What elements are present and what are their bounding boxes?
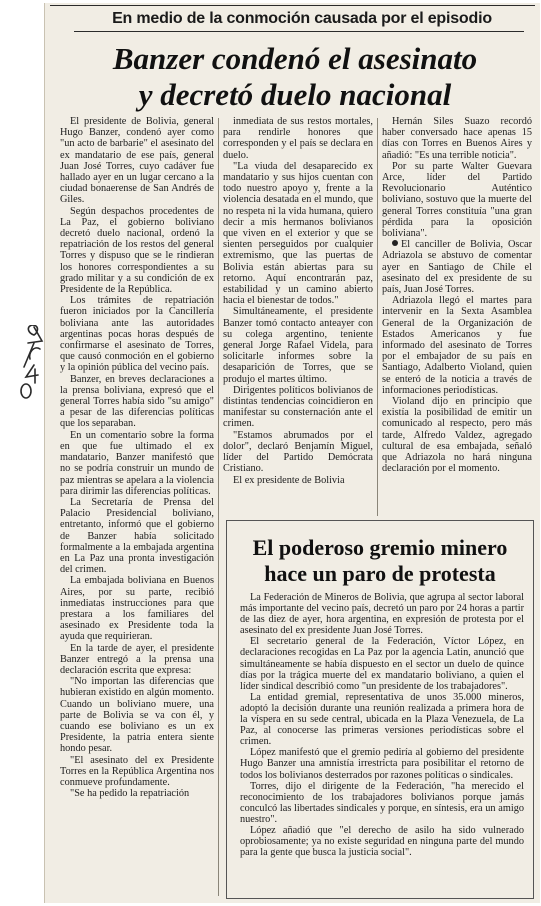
box-article — [240, 592, 524, 858]
col1-paragraph: Según despachos procedentes de La Paz, el gobierno boliviano decretó duelo nacional, ordenó la repatriación de los restos del general Torres y dispuso que se le rindieran los honores correspondientes a su grado militar y a su condición de ex Presidente de la República. — [60, 205, 214, 296]
column-divider — [377, 118, 378, 516]
col3-paragraph: Violand dijo en principio que existía la posibilidad de emitir un comunicado al respecto, pero más tarde, Alfredo Valdez, agregado cultural de esa embajada, señaló que Adriazola no hará ninguna declaración por el momento. — [382, 396, 532, 475]
col2-paragraph: "La viuda del desaparecido ex mandatario y sus hijos cuentan con todo nuestro apoyo y, frente a la violencia desatada en el mundo, que no respeta ni la vida humana, quiero decir a mis hermanos bolivianos que viven en el exterior y que se sienten perseguidos por cualquier extremismo, que las puertas de Bolivia están abiertas para su retorno. Aquí encontrarán paz, estabilidad y un camino abierto hacia el bienestar de todos." — [223, 160, 373, 307]
headline-line-1: Banzer condenó el asesinato — [112, 41, 478, 76]
col1-paragraph: "Se ha pedido la repatriación — [70, 788, 190, 800]
col1-paragraph: En la tarde de ayer, el presidente Banzer entregó a la prensa una declaración escrita que expresa: — [60, 642, 214, 676]
col2-paragraph: "Estamos abrumados por el dolor", declaró Benjamín Miguel, líder del Partido Demócrata Cristiano. — [223, 429, 373, 475]
col2-paragraph: El ex presidente de Bolivia — [233, 474, 345, 486]
box-paragraph: López manifestó que el gremio pediría al gobierno del presidente Hugo Banzer una amnistía irrestricta para posibilitar el retorno de todos los bolivianos desterrados por razones políticas o sindicales. — [240, 747, 524, 781]
kicker-line: En medio de la conmoción causada por el episodio — [112, 10, 492, 27]
col1-paragraph: La Secretaría de Prensa del Palacio Presidencial boliviano, entretanto, informó que el gobierno de Banzer había solicitado formalmente a la embajada argentina en La Paz una pronta investigación del crimen. — [60, 496, 214, 576]
box-headline-line-2: hace un paro de protesta — [264, 561, 496, 586]
col2-paragraph: Simultáneamente, el presidente Banzer tomó contacto anteayer con su colega argentino, teniente general Jorge Rafael Videla, para solicitarle informes sobre la desaparición de Torres, que se produjo el martes último. — [223, 306, 373, 385]
box-paragraph: La Federación de Mineros de Bolivia, que agrupa al sector laboral más importante del vecino país, decretó un paro por 24 horas a partir de las diez de ayer, hora argentina, en expresión de protesta por el asesinato del ex presidente Juan José Torres. — [240, 592, 524, 637]
box-paragraph: La entidad gremial, representativa de unos 35.000 mineros, adoptó la decisión durante una reunión realizada a primera hora de la víspera en su sede central, ubicada en la Plaza Venezuela, de La Paz, al conocerse las primeras versiones periodísticas sobre el crimen. — [240, 691, 524, 748]
box-paragraph: El secretario general de la Federación, Víctor López, en declaraciones recogidas en La Paz por la agencia Latin, anunció que simultáneamente se había dispuesto en el sector un duelo de quince días por la trágica muerte del ex mandatario boliviano, a quien el líder sindical describió como "un presidente de los trabajadores". — [240, 636, 524, 692]
col1-paragraph: Los trámites de repatriación fueron iniciados por la Cancillería boliviana ante las autoridades argentinas pocas horas después de confirmarse el asesinato de Torres, que causó conmoción en el gobierno y la opinión pública del vecino país. — [60, 295, 214, 374]
box-paragraph: Torres, dijo el dirigente de la Federación, "ha merecido el reconocimiento de los trabajadores bolivianos porque jamás conculcó las libertades sindicales y porque, en síntesis, era un amigo nuestro". — [240, 780, 524, 825]
col1-paragraph: "El asesinato del ex Presidente Torres en la República Argentina nos conmueve profundamente. — [60, 754, 214, 788]
article-column-2 — [223, 116, 373, 486]
kicker-rule — [74, 31, 524, 32]
col3-paragraph: El canciller de Bolivia, Oscar Adriazola se abstuvo de comentar ayer en Santiago de Chile el asesinato del ex presidente de su país, Juan José Torres. — [382, 239, 532, 296]
box-paragraph: López añadió que "el derecho de asilo ha sido vulnerado oprobiosamente; ya no existe seguridad en ninguna parte del mundo para la gente que busca la justicia social". — [240, 824, 524, 859]
col3-paragraph: Por su parte Walter Guevara Arce, líder del Partido Revolucionario Auténtico boliviano, sostuvo que la muerte del general Torres constituía "una gran pérdida para la oposición boliviana". — [382, 160, 532, 240]
column-divider — [218, 118, 219, 896]
col1-paragraph: El presidente de Bolivia, general Hugo Banzer, condenó ayer como "un acto de barbarie" el asesinato del ex mandatario de ese país, general Juan José Torres, cuyo cadáver fue hallado ayer en un lugar cercano a la ciudad bonaerense de San Andrés de Giles. — [60, 116, 214, 206]
headline-line-2: y decretó duelo nacional — [138, 77, 452, 112]
col3-paragraph: Hernán Siles Suazo recordó haber conversado hace apenas 15 días con Torres en Buenos Aires y añadió: "Es una terrible noticia". — [382, 116, 532, 161]
article-column-3 — [382, 116, 532, 475]
bullet-icon — [392, 240, 398, 246]
col1-paragraph: Banzer, en breves declaraciones a la prensa boliviana, expresó que el general Torres había sido "su amigo" a pesar de las diferencias políticas que los separaban. — [60, 373, 214, 430]
col2-paragraph: Dirigentes políticos bolivianos de distintas tendencias coincidieron en manifestar su consternación ante el crimen. — [223, 384, 373, 430]
col3-paragraph: Adriazola llegó el martes para intervenir en la Sexta Asamblea General de la Organización de Estados Americanos y fue informado del asesinato de Torres por el embajador de su país en Santiago, Adalberto Violand, quien se enteró de la noticia a través de informaciones periodísticas. — [382, 295, 532, 396]
col1-paragraph: La embajada boliviana en Buenos Aires, por su parte, recibió inmediatas instrucciones para que prestara a los familiares del asesinado ex Presidente toda la ayuda que requirieran. — [60, 575, 214, 643]
handwritten-date-mark — [4, 325, 64, 405]
handwritten-date — [4, 325, 64, 405]
top-rule — [50, 5, 535, 6]
col1-paragraph: "No importan las diferencias que hubieran existido en algún momento. Cuando un boliviano muere, una parte de Bolivia se va con él, y cuando ese boliviano es un ex Presidente, la patria entera siente hondo pesar. — [60, 676, 214, 755]
col2-paragraph: inmediata de sus restos mortales, para rendirle honores que corresponden y el país se declara en duelo. — [223, 116, 373, 161]
box-headline-line-1: El poderoso gremio minero — [252, 535, 508, 560]
col1-paragraph: En un comentario sobre la forma en que fue ultimado el ex mandatario, Banzer manifestó que no se podría construir un mundo de paz mientras se apelara a la violencia para dirimir las diferencias políticas. — [60, 429, 214, 497]
article-column-1 — [60, 116, 214, 799]
